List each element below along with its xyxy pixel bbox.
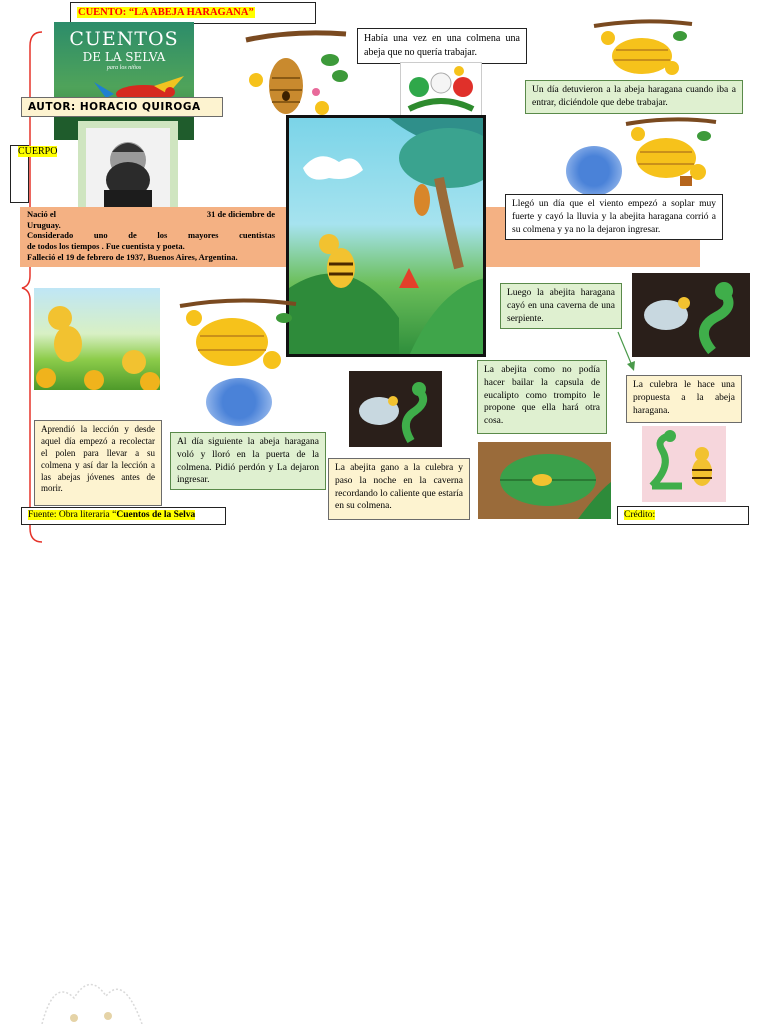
flowers-image <box>400 62 482 116</box>
story-title: CUENTO: “LA ABEJA HARAGANA” <box>78 7 254 18</box>
author-name: AUTOR: HORACIO QUIROGA <box>28 101 201 113</box>
faint-bees-image <box>34 968 158 1024</box>
story-won: La abejita gano a la culebra y paso la noche en la caverna recordando lo caliente que estaría en su colmena. <box>328 458 470 520</box>
snake-cave-image-1 <box>349 371 442 447</box>
snake-cave-image-2 <box>632 273 750 357</box>
author-portrait <box>86 128 170 208</box>
bio-considered: Considerado uno de los mayores cuentistas <box>27 230 275 241</box>
hive-branch-image <box>242 20 350 125</box>
story-cave: Luego la abejita haragana cayó en una caverna de una serpiente. <box>500 283 622 329</box>
source-work: Cuentos de la Selva <box>116 510 196 520</box>
cover-title-2: DE LA SELVA <box>82 50 166 64</box>
credit-label: Crédito: <box>624 510 656 520</box>
story-proposal: La culebra le hace una propuesta a la abeja haragana. <box>626 375 742 423</box>
leaf-image <box>478 442 611 519</box>
credit-box <box>617 506 749 525</box>
cover-title-3: para los niños <box>106 65 142 71</box>
bees-hive-image-3 <box>176 296 300 378</box>
source-prefix: Fuente: Obra literaria “ <box>28 510 117 520</box>
bees-hive-image-1 <box>592 18 694 78</box>
bio-death: Falleció el 19 de febrero de 1937, Buenos Aires, Argentina. <box>27 251 238 262</box>
bees-field-image <box>34 288 160 390</box>
story-stopped: Un día detuvieron a la abeja haragana cuando iba a entrar, diciéndole que debe trabajar. <box>525 80 743 114</box>
bees-hive-image-2 <box>622 116 718 190</box>
body-label: CUERPO <box>18 146 58 157</box>
story-wind: Llegó un día que el viento empezó a soplar muy fuerte y cayó la lluvia y la abejita haragana corrió a su colmena y ya no la dejaron ingresar. <box>505 194 723 240</box>
story-eucalyptus: La abejita como no podía hacer bailar la capsula de eucalipto como trompito le propone que ella hará otra cosa. <box>477 360 607 434</box>
bio-born-date: 31 de diciembre de <box>206 209 275 219</box>
story-lesson: Aprendió la lección y desde aquel día empezó a recolectar el polen para llevar a su colmena y así dar la lección a las abejas jóvenes antes de morir. <box>34 420 162 506</box>
story-next-day: Al día siguiente la abeja haragana voló y lloró en la puerta de la colmena. Pidió perdón y La dejaron ingresar. <box>170 432 326 490</box>
bio-country: Uruguay. <box>27 219 61 230</box>
bio-text <box>27 209 275 262</box>
author-box <box>21 97 223 117</box>
arrow-icon <box>615 330 639 374</box>
blue-shape-2 <box>206 378 272 426</box>
bio-role: de todos los tiempos . Fue cuentista y poeta. <box>27 240 185 251</box>
bio-born-prefix: Nació el <box>27 209 57 219</box>
blue-shape-1 <box>566 146 622 196</box>
story-intro: Había una vez en una colmena una abeja que no quería trabajar. <box>357 28 527 64</box>
cover-title-1: CUENTOS <box>69 28 179 50</box>
snake-bee-image <box>642 426 726 502</box>
central-story-image <box>286 115 486 357</box>
source-box <box>21 507 226 525</box>
